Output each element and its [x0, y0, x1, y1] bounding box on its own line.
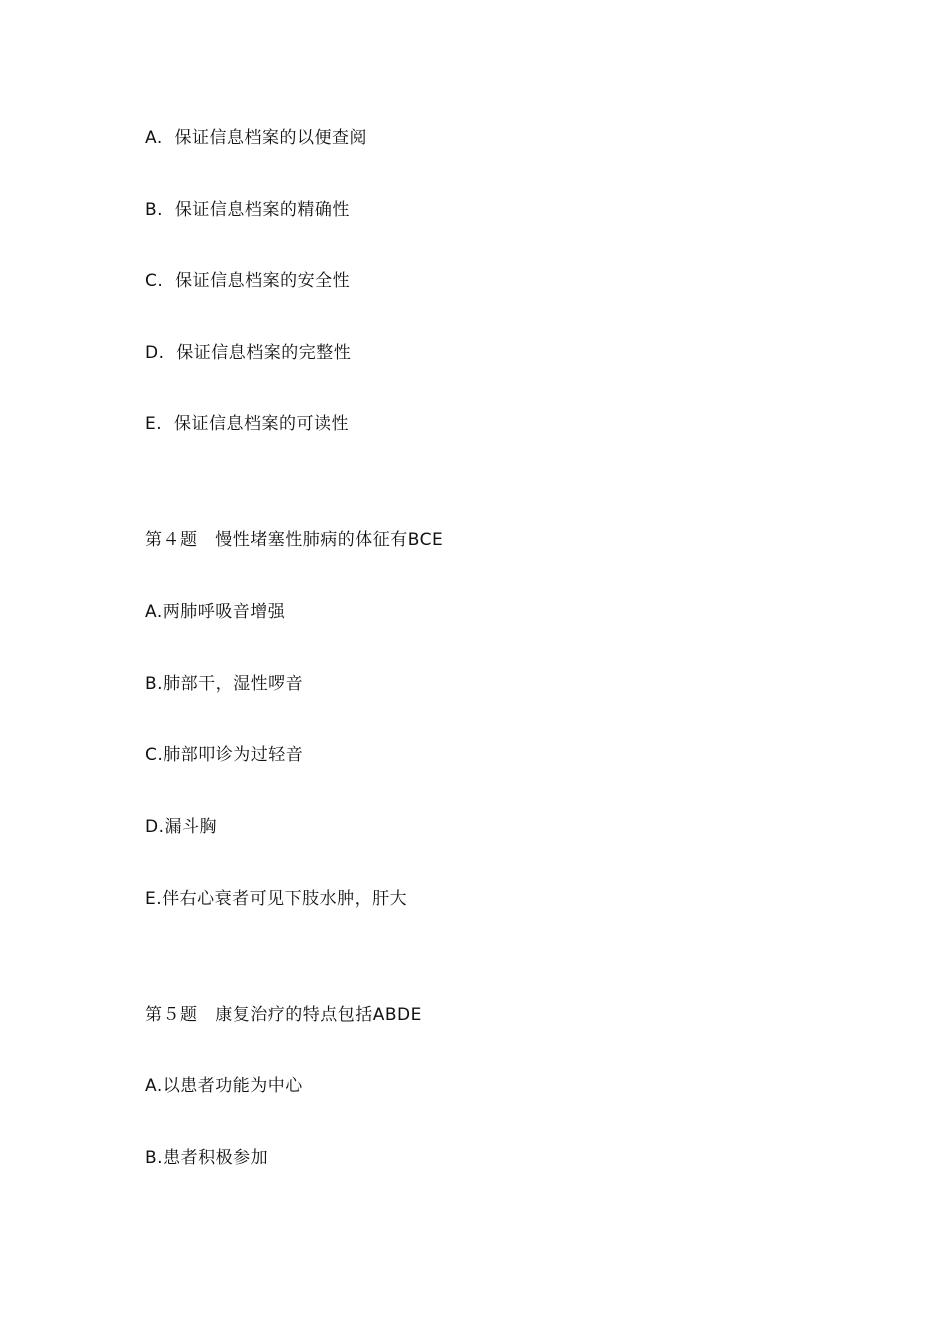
q4-option-e: E.伴右心衰者可见下肢水肿，肝大	[145, 889, 408, 909]
q4-option-b: B.肺部干，湿性啰音	[145, 674, 304, 694]
q4-option-a: A.两肺呼吸音增强	[145, 602, 286, 622]
q3-option-e: E. 保证信息档案的可读性	[145, 414, 349, 434]
q4-option-c: C.肺部叩诊为过轻音	[145, 745, 304, 765]
q4-option-d: D.漏斗胸	[145, 817, 217, 837]
q5-option-b: B.患者积极参加	[145, 1148, 269, 1168]
q5-title: 第５题 康复治疗的特点包括ABDE	[145, 1005, 422, 1025]
q3-option-d: D. 保证信息档案的完整性	[145, 343, 352, 363]
q5-option-a: A.以患者功能为中心	[145, 1076, 303, 1096]
q4-title: 第４题 慢性堵塞性肺病的体征有BCE	[145, 530, 444, 550]
q3-option-c: C. 保证信息档案的安全性	[145, 271, 351, 291]
q3-option-a: A. 保证信息档案的以便查阅	[145, 128, 368, 148]
q3-option-b: B. 保证信息档案的精确性	[145, 200, 350, 220]
